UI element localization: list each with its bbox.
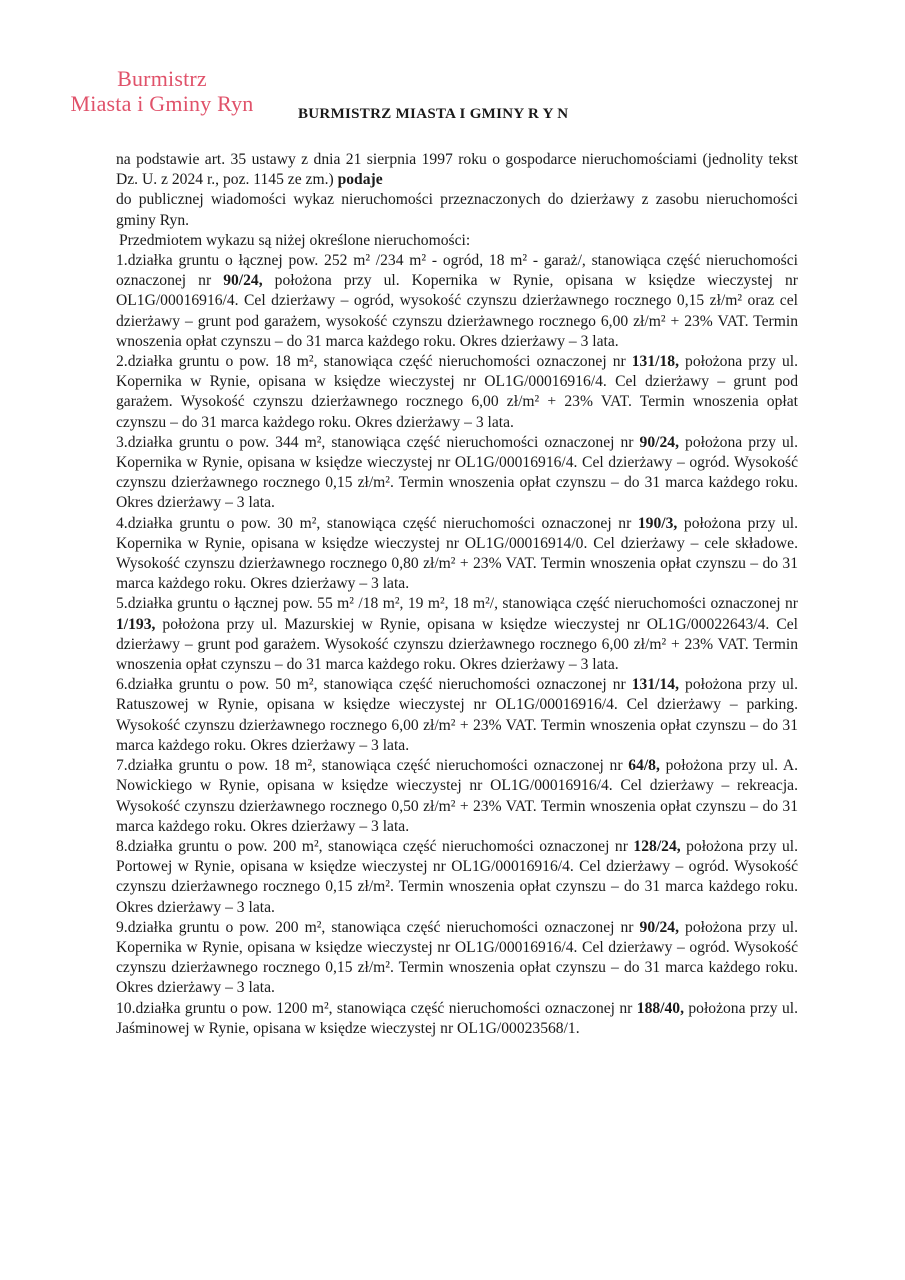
item-3-details: położona przy ul. Kopernika w Rynie, opisana w księdze wieczystej nr OL1G/00016916/4. Cel dzierżawy – ogród. Wysokość czynszu dzierżawnego rocznego 0,15 zł/m². Termin wnoszenia opłat czynszu – do 31 marca każdego roku. Okres dzierżawy – 3 lata. xyxy=(116,433,799,512)
list-item xyxy=(116,675,798,756)
list-item xyxy=(116,837,798,918)
intro-paragraph xyxy=(116,150,798,190)
item-2-text: 2.działka gruntu o pow. 18 m², stanowiąca część nieruchomości oznaczonej nr xyxy=(116,353,632,371)
item-9-details: położona przy ul. Kopernika w Rynie, opisana w księdze wieczystej nr OL1G/00016916/4. Cel dzierżawy – ogród. Wysokość czynszu dzierżawnego rocznego 0,15 zł/m². Termin wnoszenia opłat czynszu – do 31 marca każdego roku. Okres dzierżawy – 3 lata. xyxy=(116,918,799,997)
item-6-parcel: 131/14, xyxy=(631,676,679,694)
intro-legal-basis: na podstawie art. 35 ustawy z dnia 21 sierpnia 1997 roku o gospodarce nieruchomościami (jednolity tekst Dz. U. z 2024 r., poz. 1145 ze zm.) xyxy=(116,151,798,189)
item-3-text: 3.działka gruntu o pow. 344 m², stanowiąca część nieruchomości oznaczonej nr xyxy=(116,433,640,451)
item-5-text: 5.działka gruntu o łącznej pow. 55 m² /18 m², 19 m², 18 m²/, stanowiąca część nieruchomości oznaczonej nr xyxy=(116,595,798,613)
list-item xyxy=(116,352,798,433)
item-5-parcel: 1/193, xyxy=(116,615,156,633)
document-body xyxy=(116,150,798,1039)
item-4-parcel: 190/3, xyxy=(637,514,678,532)
item-6-text: 6.działka gruntu o pow. 50 m², stanowiąca część nieruchomości oznaczonej nr xyxy=(116,676,632,694)
list-item xyxy=(116,918,798,999)
list-item xyxy=(116,999,798,1039)
item-10-details: położona przy ul. Jaśminowej w Rynie, opisana w księdze wieczystej nr OL1G/00023568/1. xyxy=(116,999,799,1037)
item-8-details: położona przy ul. Portowej w Rynie, opisana w księdze wieczystej nr OL1G/00016916/4. Cel dzierżawy – ogród. Wysokość czynszu dzierżawnego rocznego 0,15 zł/m². Termin wnoszenia opłat czynszu – do 31 marca każdego roku. Okres dzierżawy – 3 lata. xyxy=(116,837,799,916)
item-7-details: położona przy ul. A. Nowickiego w Rynie, opisana w księdze wieczystej nr OL1G/00016916/4. Cel dzierżawy – rekreacja. Wysokość czynszu dzierżawnego rocznego 0,50 zł/m² + 23% VAT. Termin wnoszenia opłat czynszu – do 31 marca każdego roku. Okres dzierżawy – 3 lata. xyxy=(116,757,798,835)
item-6-details: położona przy ul. Ratuszowej w Rynie, opisana w księdze wieczystej nr OL1G/00016916/4. Cel dzierżawy – parking. Wysokość czynszu dzierżawnego rocznego 6,00 zł/m² + 23% VAT. Termin wnoszenia opłat czynszu – do 31 marca każdego roku. Okres dzierżawy – 3 lata. xyxy=(116,676,799,754)
item-1-details: położona przy ul. Kopernika w Rynie, opisana w księdze wieczystej nr OL1G/00016916/4. Cel dzierżawy – ogród, wysokość czynszu dzierżawnego rocznego 0,15 zł/m² oraz cel dzierżawy – grunt pod garażem, wysokość czynszu dzierżawnego rocznego 6,00 zł/m² + 23% VAT. Termin wnoszenia opłat czynszu – do 31 marca każdego roku. Okres dzierżawy – 3 lata. xyxy=(116,272,798,350)
item-7-parcel: 64/8, xyxy=(628,757,660,775)
list-item xyxy=(116,594,798,675)
item-8-parcel: 128/24, xyxy=(633,837,681,855)
burmistrz-stamp xyxy=(62,66,262,116)
item-2-parcel: 131/18, xyxy=(631,353,679,371)
item-9-parcel: 90/24, xyxy=(639,918,679,936)
intro-subject: Przedmiotem wykazu są niżej określone nieruchomości: xyxy=(119,231,471,249)
item-4-details: położona przy ul. Kopernika w Rynie, opisana w księdze wieczystej nr OL1G/00016914/0. Cel dzierżawy – cele składowe. Wysokość czynszu dzierżawnego rocznego 0,80 zł/m² + 23% VAT. Termin wnoszenia opłat czynszu – do 31 marca każdego roku. Okres dzierżawy – 3 lata. xyxy=(116,514,799,593)
item-1-parcel: 90/24, xyxy=(223,272,263,290)
list-item xyxy=(116,514,798,595)
item-4-text: 4.działka gruntu o pow. 30 m², stanowiąca część nieruchomości oznaczonej nr xyxy=(116,514,638,532)
item-9-text: 9.działka gruntu o pow. 200 m², stanowiąca część nieruchomości oznaczonej nr xyxy=(116,918,640,936)
item-10-parcel: 188/40, xyxy=(636,999,684,1017)
item-2-details: położona przy ul. Kopernika w Rynie, opisana w księdze wieczystej nr OL1G/00016916/4. Cel dzierżawy – grunt pod garażem. Wysokość czynszu dzierżawnego rocznego 6,00 zł/m² + 23% VAT. Termin wnoszenia opłat czynszu – do 31 marca każdego roku. Okres dzierżawy – 3 lata. xyxy=(116,353,799,431)
item-1-text: 1.działka gruntu o łącznej pow. 252 m² /234 m² - ogród, 18 m² - garaż/, stanowiąca część nieruchomości oznaczonej nr xyxy=(116,252,798,290)
item-8-text: 8.działka gruntu o pow. 200 m², stanowiąca część nieruchomości oznaczonej nr xyxy=(116,837,634,855)
list-item xyxy=(116,756,798,837)
list-item xyxy=(116,251,798,352)
stamp-line-1: Burmistrz xyxy=(117,66,207,91)
list-item xyxy=(116,433,798,514)
intro-announcement: do publicznej wiadomości wykaz nieruchomości przeznaczonych do dzierżawy z zasobu nieruchomości gminy Ryn. xyxy=(116,191,798,229)
item-3-parcel: 90/24, xyxy=(639,433,679,451)
document-title: BURMISTRZ MIASTA I GMINY R Y N xyxy=(298,106,569,122)
item-7-text: 7.działka gruntu o pow. 18 m², stanowiąca część nieruchomości oznaczonej nr xyxy=(116,757,629,775)
item-10-text: 10.działka gruntu o pow. 1200 m², stanowiąca część nieruchomości oznaczonej nr xyxy=(116,999,637,1017)
item-5-details: położona przy ul. Mazurskiej w Rynie, opisana w księdze wieczystej nr OL1G/00022643/4. Cel dzierżawy – grunt pod garażem. Wysokość czynszu dzierżawnego rocznego 6,00 zł/m² + 23% VAT. Termin wnoszenia opłat czynszu – do 31 marca każdego roku. Okres dzierżawy – 3 lata. xyxy=(116,615,798,674)
stamp-line-2: Miasta i Gminy Ryn xyxy=(70,91,254,116)
intro-podaje: podaje xyxy=(337,171,383,189)
